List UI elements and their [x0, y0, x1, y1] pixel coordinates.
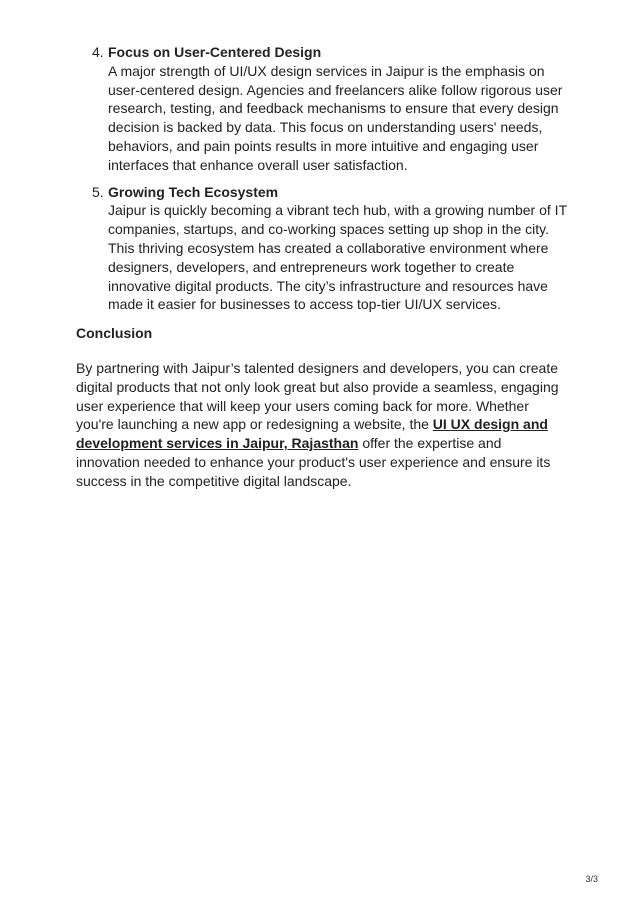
list-item-title: Focus on User-Centered Design [108, 44, 322, 60]
conclusion-heading: Conclusion [76, 325, 153, 342]
conclusion-text-end: offer the expertise and innovation needed to enhance your product's user experience and ensure its success in the competitive digital landscape. [76, 435, 551, 489]
conclusion-text-start: By partnering with Jaipur’s talented designers and developers, you can create digital products that not only look great but also provide a seamless, engaging user experience that will keep your users coming back for more. Whether you're launching a new app or redesigning a website, the [76, 359, 559, 433]
list-item-number: 5. [92, 183, 104, 200]
list-item [76, 183, 568, 315]
services-link[interactable]: UI UX design and development services in Jaipur, Rajasthan [76, 416, 548, 452]
numbered-list [76, 43, 568, 314]
list-item-title: Growing Tech Ecosystem [108, 183, 279, 200]
list-item-body: Jaipur is quickly becoming a vibrant tech hub, with a growing number of IT companies, startups, and co-working spaces setting up shop in the city. This thriving ecosystem has created a collaborative environment where designers, developers, and entrepreneurs work together to create innovative digital products. The city’s infrastructure and resources have made it easier for businesses to access top-tier UI/UX services. [108, 202, 567, 313]
page-number: 3/3 [585, 874, 598, 884]
conclusion-paragraph [76, 359, 568, 491]
list-item [76, 43, 568, 175]
list-item-body: A major strength of UI/UX design services in Jaipur is the emphasis on user-centered design. Agencies and freelancers alike follow rigorous user research, testing, and feedback mechanisms to ensure that every design decision is backed by data. This focus on understanding users' needs, behaviors, and pain points results in more intuitive and engaging user interfaces that enhance overall user satisfaction. [108, 62, 563, 173]
page-content [76, 43, 568, 491]
list-item-number: 4. [92, 44, 104, 60]
